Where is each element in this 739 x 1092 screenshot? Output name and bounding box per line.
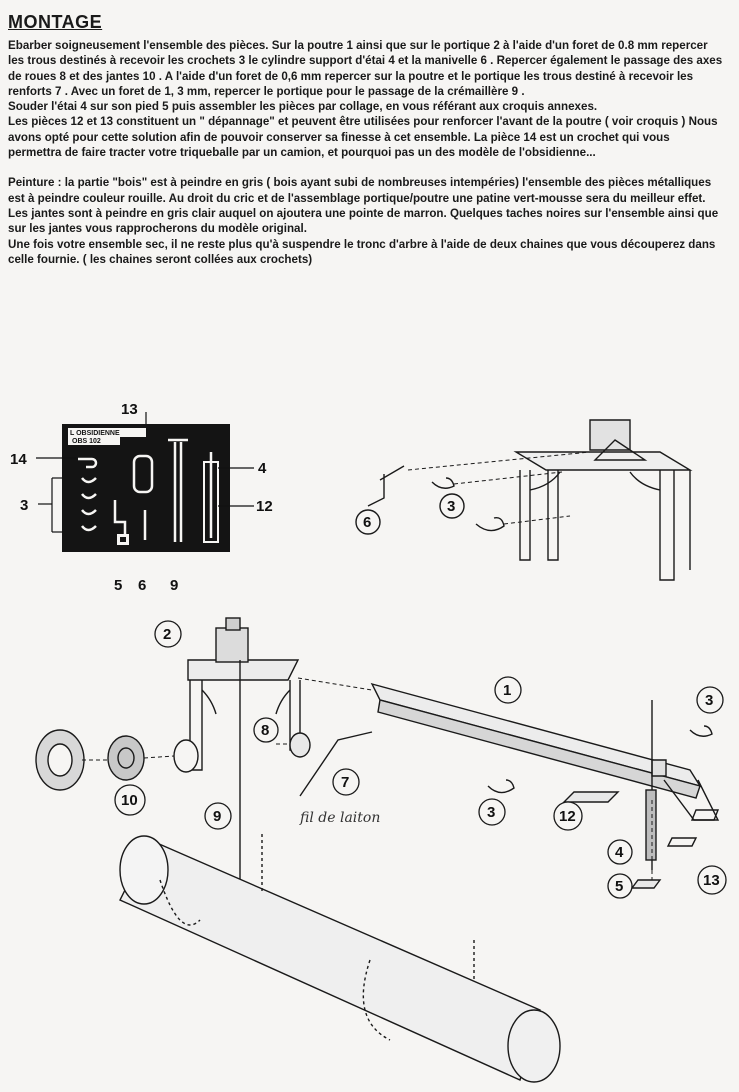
page-title: MONTAGE [8,12,103,32]
label-part-7: 7 [341,774,350,791]
fret-label-14: 14 [10,451,27,468]
label-part-8: 8 [261,722,270,739]
etched-fret [10,401,273,594]
paragraph-preparation: Ebarber soigneusement l'ensemble des pièces. Sur la poutre 1 ainsi que sur le portique 2 à l'aide d'un foret de 0.8 mm repercer les trous destinés à recevoir les crochets 3 le cylindre support d'étai 4 et la manivelle 6 . Repercer également le passage des axes de roues 8 et des jantes 10 . A l'aide d'un foret de 0,6 mm repercer sur la poutre et le portique les trous destiné à recevoir les renforts 7 . Avec un foret de 1, 3 mm, repercer le portique pour le passage de la crémaillère 9 . [8,39,723,98]
label-part-3b: 3 [487,804,496,821]
fret-label-6: 6 [138,577,147,594]
fret-label-12: 12 [256,498,273,515]
fret-label-3: 3 [20,497,29,514]
label-part-4: 4 [615,844,624,861]
label-part-2: 2 [163,626,172,643]
label-part-12: 12 [559,808,576,825]
paragraph-reinforcement: Les pièces 12 et 13 constituent un " dépannage" et peuvent être utilisées pour renforcer l'avant de la poutre ( voir croquis ) Nous avons opté pour cette solution afin de pouvoir conserver sa finesse à cet ensemble. La pièce 14 est un crochet qui vous permettra de faire tracter votre triqueballe par un camion, et pourquoi pas un des modèle de l'obsidienne... [8,115,718,160]
label-part-5: 5 [615,878,624,895]
paragraph-final-assembly: Une fois votre ensemble sec, il ne reste plus qu'à suspendre le tronc d'arbre à l'aide de deux chaines que vous découperez dans celle fournie. ( les chaines seront collées aux crochets) [8,237,716,266]
portique-detail [356,420,690,580]
fret-label-5: 5 [114,577,123,594]
label-part-10: 10 [121,792,138,809]
paragraph-painting: Peinture : la partie "bois" est à peindre en gris ( bois ayant subi de nombreuses intempéries) l'ensemble des pièces métalliques est à peindre couleur rouille. Au droit du cric et de l'assemblage portique/poutre une patine vert-mousse sera du meilleur effet. Les jantes sont à peindre en gris clair auquel on ajoutera une pointe de marron. Quelques taches noires sur l'ensemble ainsi que sur les jantes vous rapprocherons du modèle original. [8,176,719,236]
label-part-9: 9 [213,808,222,825]
label-part-13: 13 [703,872,720,889]
fret-ref: OBS 102 [72,438,101,445]
label-part-6: 6 [363,514,372,531]
fret-label-4: 4 [258,460,267,477]
paragraph-soldering: Souder l'étai 4 sur son pied 5 puis assembler les pièces par collage, en vous référant aux croquis annexes. [8,100,598,114]
fret-label-13: 13 [121,401,138,418]
handwritten-note: fil de laiton [300,810,381,826]
label-part-3a: 3 [447,498,456,515]
fret-label-9: 9 [170,577,179,594]
label-part-1: 1 [503,682,512,699]
fret-brand: L OBSIDIENNE [70,430,120,437]
label-part-3c: 3 [705,692,714,709]
